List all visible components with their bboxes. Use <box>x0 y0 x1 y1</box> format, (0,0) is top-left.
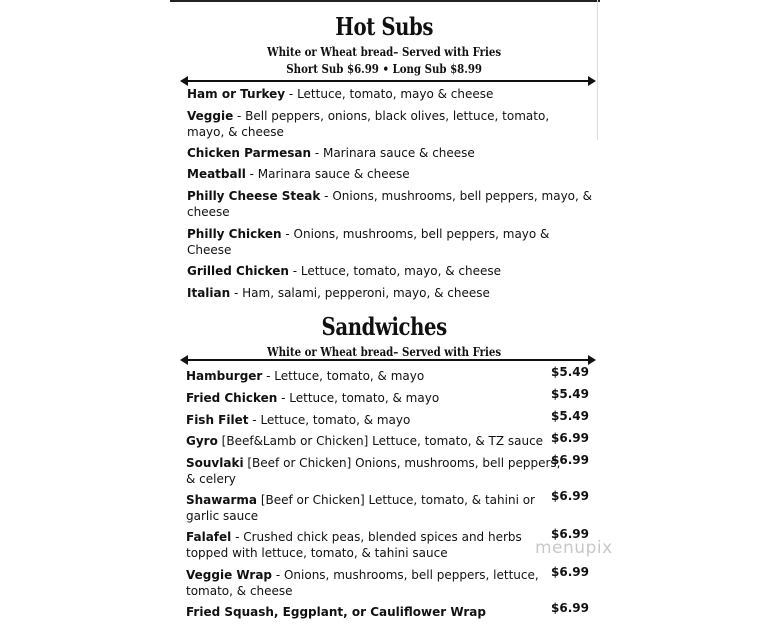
menu-item-falafel <box>186 529 522 561</box>
menu-item-chicken-parmesan <box>187 145 475 161</box>
hot-subs-prices: Short Sub $6.99 • Long Sub $8.99 <box>286 62 483 76</box>
item-desc: - Onions, mushrooms, bell peppers, lettuce, <box>272 568 539 582</box>
item-desc: - Marinara sauce & cheese <box>245 167 410 181</box>
item-name: Italian <box>187 286 231 300</box>
menu-item-philly-chicken <box>187 226 549 258</box>
menu-item-philly-cheese-steak <box>187 188 592 220</box>
price-souvlaki: $6.99 <box>551 453 589 467</box>
item-desc: - Lettuce, tomato, & mayo <box>262 369 425 383</box>
item-desc: - Lettuce, tomato, mayo & cheese <box>285 87 494 101</box>
menu-item-hamburger <box>186 368 424 384</box>
item-desc: - Marinara sauce & cheese <box>311 146 475 160</box>
menu-item-fried-squash-wrap <box>186 604 486 620</box>
menu-item-veggie <box>187 108 549 140</box>
item-name: Hamburger <box>186 369 263 383</box>
item-name: Gyro <box>186 434 218 448</box>
menu-item-italian <box>187 285 490 301</box>
item-desc-cont: Cheese <box>187 243 232 257</box>
item-desc-cont: & celery <box>186 472 236 486</box>
menu-item-fried-chicken <box>186 390 439 406</box>
hot-subs-title: Hot Subs <box>335 12 434 41</box>
item-name: Chicken Parmesan <box>187 146 312 160</box>
menu-item-ham-or-turkey <box>187 86 493 102</box>
price-fried-squash-wrap: $6.99 <box>551 601 589 615</box>
menu-item-meatball <box>187 166 410 182</box>
item-name: Philly Chicken <box>187 227 282 241</box>
item-desc: - Onions, mushrooms, bell peppers, mayo, & <box>320 189 592 203</box>
item-desc-cont: mayo, & cheese <box>187 125 284 139</box>
price-fried-chicken: $5.49 <box>551 387 589 401</box>
item-desc: [Beef or Chicken] Lettuce, tomato, & tahini or <box>257 493 535 507</box>
item-desc-cont: tomato, & cheese <box>186 584 293 598</box>
item-desc: - Ham, salami, pepperoni, mayo, & cheese <box>230 286 490 300</box>
item-name: Fried Chicken <box>186 391 278 405</box>
menu-item-grilled-chicken <box>187 263 501 279</box>
hot-subs-divider-arrow <box>180 76 596 86</box>
item-desc-cont: cheese <box>187 205 230 219</box>
price-falafel: $6.99 <box>551 527 589 541</box>
item-name: Fried Squash, Eggplant, or Cauliflower Wrap <box>186 605 486 619</box>
item-name: Shawarma <box>186 493 257 507</box>
item-name: Grilled Chicken <box>187 264 289 278</box>
menu-item-gyro <box>186 433 543 449</box>
price-shawarma: $6.99 <box>551 489 589 503</box>
price-hamburger: $5.49 <box>551 365 589 379</box>
item-desc: - Crushed chick peas, blended spices and herbs <box>231 530 522 544</box>
sandwiches-divider-arrow <box>180 355 596 365</box>
menu-item-veggie-wrap <box>186 567 539 599</box>
item-desc: - Lettuce, tomato, & mayo <box>277 391 440 405</box>
item-desc: - Onions, mushrooms, bell peppers, mayo & <box>281 227 550 241</box>
item-name: Veggie Wrap <box>186 568 273 582</box>
price-gyro: $6.99 <box>551 431 589 445</box>
item-desc: [Beef&Lamb or Chicken] Lettuce, tomato, & TZ sauce <box>217 434 544 448</box>
price-fish-filet: $5.49 <box>551 409 589 423</box>
menupix-watermark: menupix <box>535 538 613 558</box>
item-name: Meatball <box>187 167 246 181</box>
menu-item-fish-filet <box>186 412 410 428</box>
sandwiches-title: Sandwiches <box>321 312 447 341</box>
menu-item-souvlaki <box>186 455 561 487</box>
item-desc-cont: topped with lettuce, tomato, & tahini sauce <box>186 546 448 560</box>
item-name: Philly Cheese Steak <box>187 189 321 203</box>
hot-subs-subtitle: White or Wheat bread– Served with Fries <box>267 45 502 59</box>
item-desc-cont: garlic sauce <box>186 509 259 523</box>
menu-item-shawarma <box>186 492 535 524</box>
item-name: Souvlaki <box>186 456 244 470</box>
item-name: Falafel <box>186 530 232 544</box>
top-border <box>170 0 600 2</box>
item-desc: [Beef or Chicken] Onions, mushrooms, bell peppers, <box>243 456 561 470</box>
item-desc: - Lettuce, tomato, & mayo <box>248 413 411 427</box>
item-name: Veggie <box>187 109 234 123</box>
item-desc: - Lettuce, tomato, mayo, & cheese <box>288 264 502 278</box>
sandwiches-subtitle: White or Wheat bread– Served with Fries <box>267 345 502 359</box>
item-name: Fish Filet <box>186 413 249 427</box>
item-name: Ham or Turkey <box>187 87 286 101</box>
price-veggie-wrap: $6.99 <box>551 565 589 579</box>
item-desc: - Bell peppers, onions, black olives, lettuce, tomato, <box>233 109 550 123</box>
